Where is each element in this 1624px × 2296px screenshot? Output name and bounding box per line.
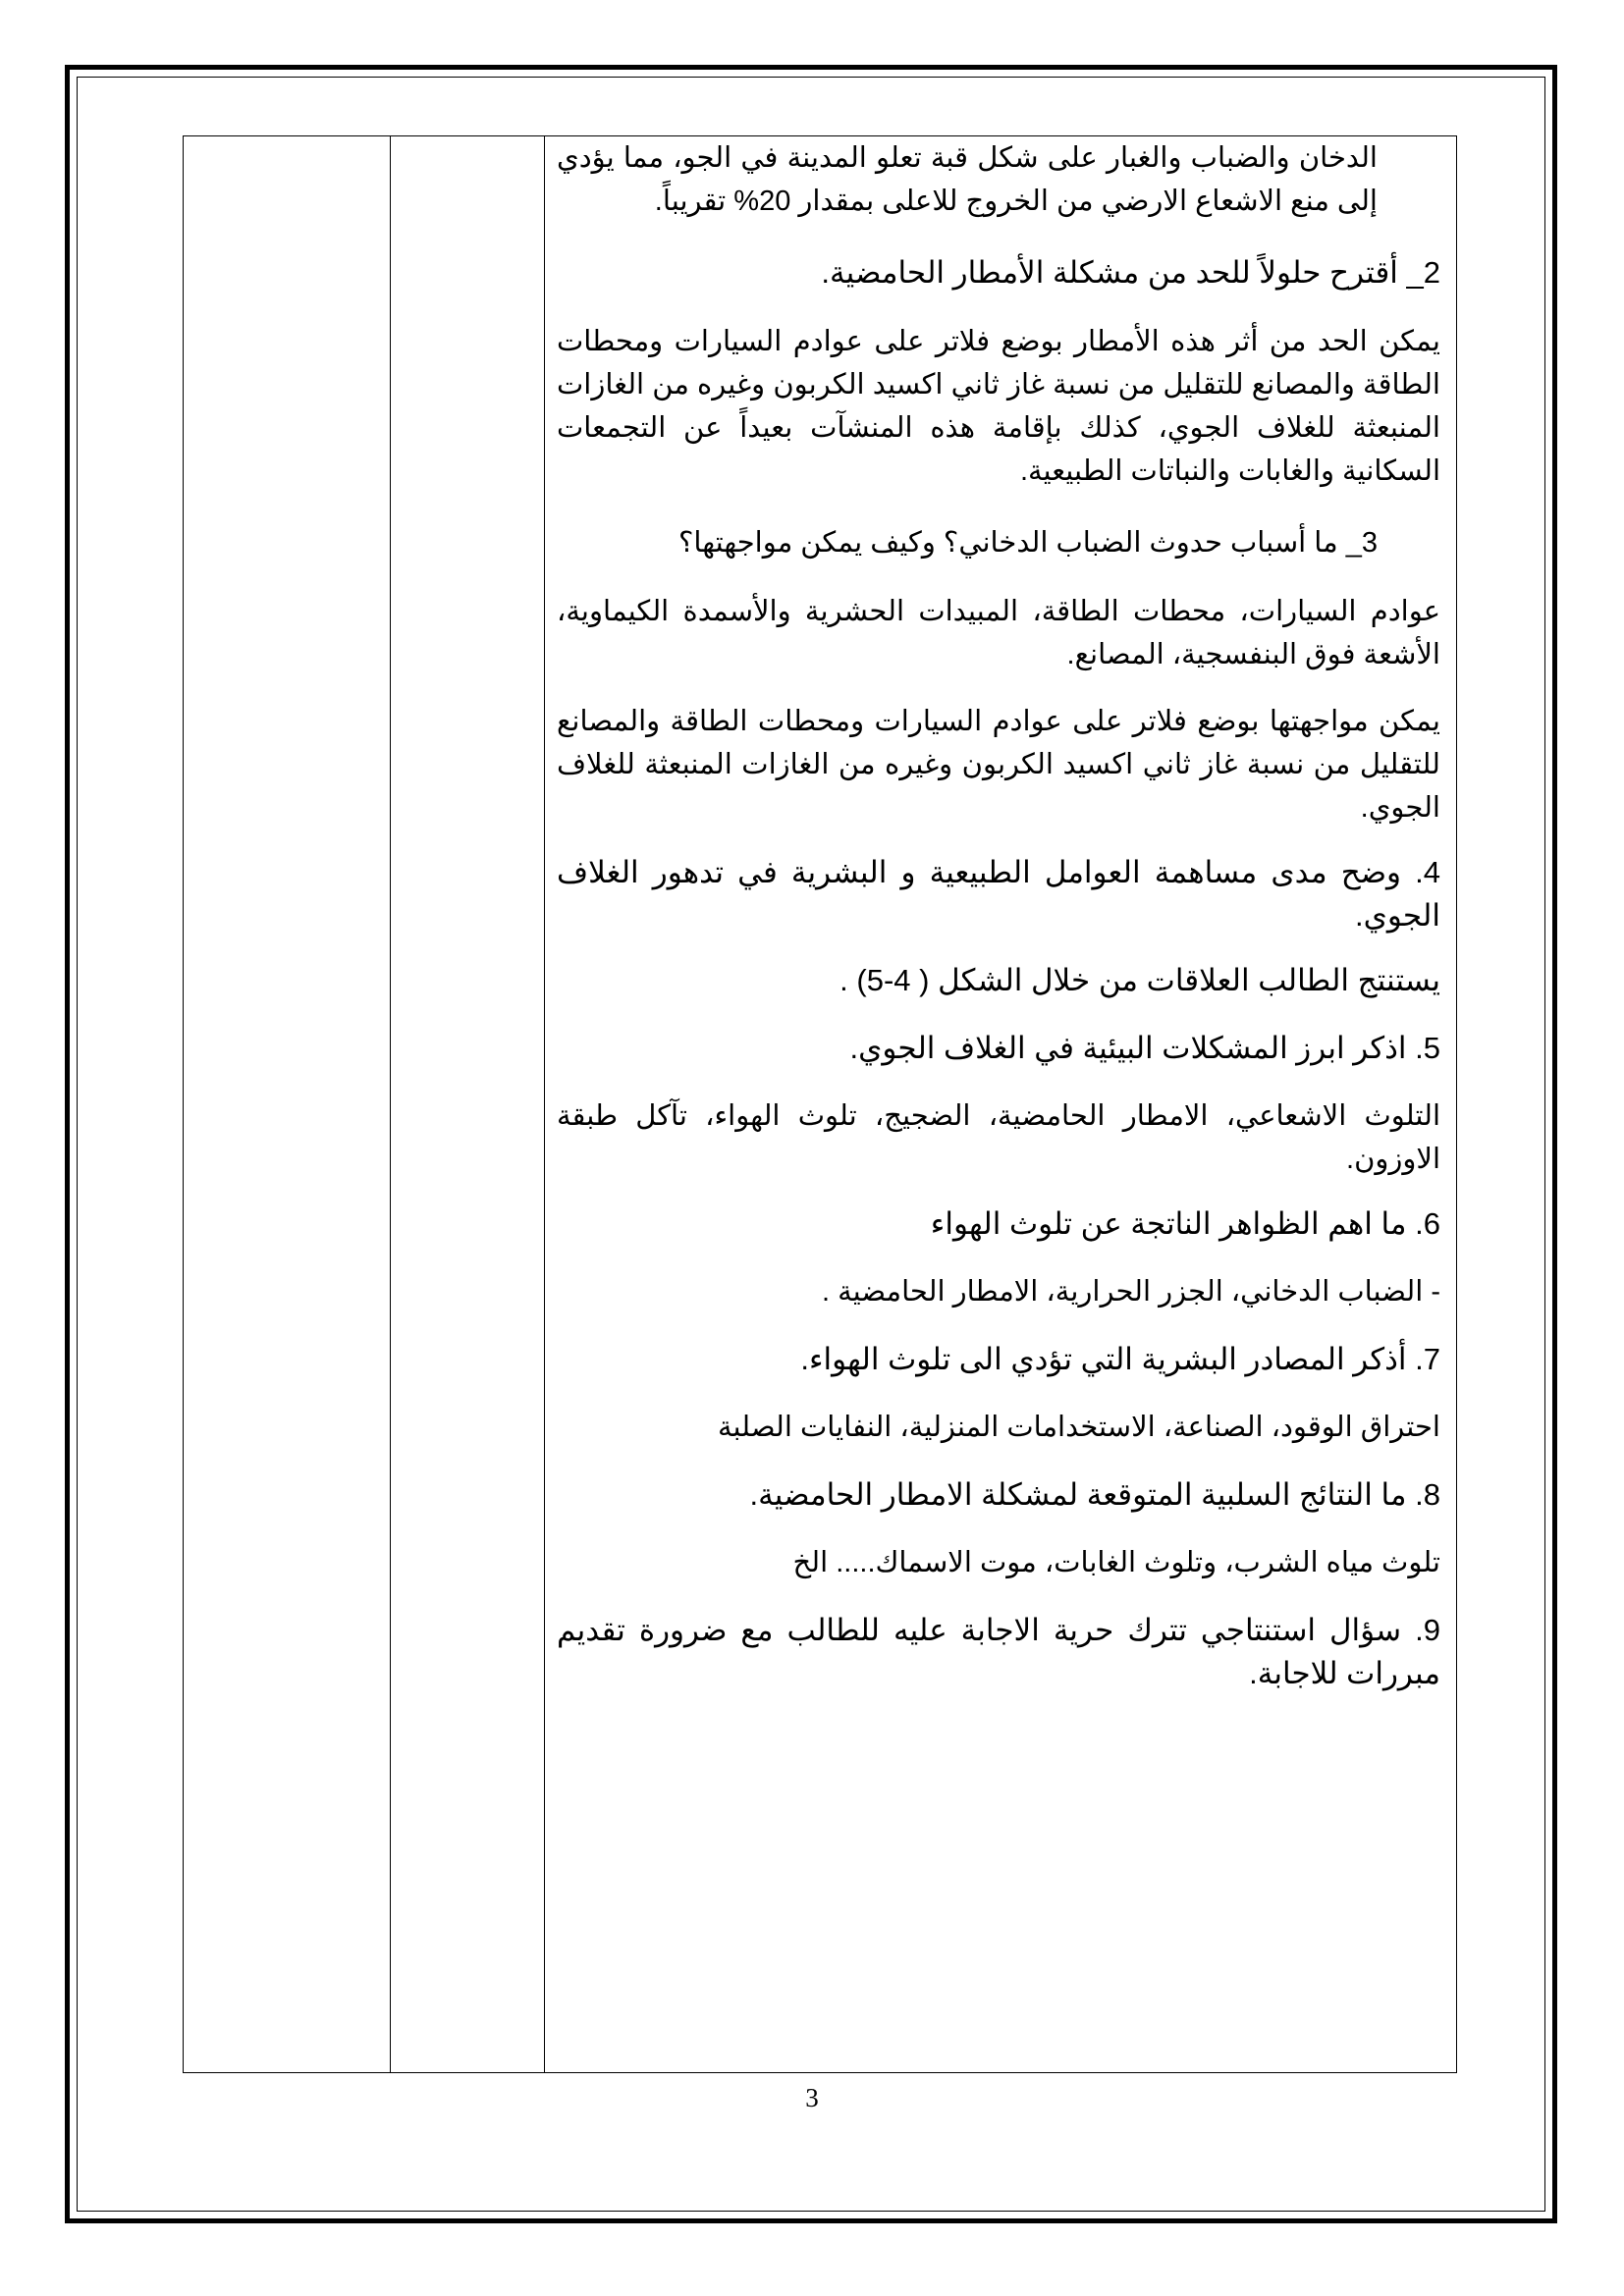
answer-3-causes: عوادم السيارات، محطات الطاقة، المبيدات الحشرية والأسمدة الكيماوية، الأشعة فوق البنفسجية، المصانع. — [557, 596, 1440, 670]
middle-empty-column — [391, 136, 545, 2073]
left-empty-column — [184, 136, 391, 2073]
question-2: 2_ أقترح حلولاً للحد من مشكلة الأمطار الحامضية. — [821, 255, 1440, 290]
answer-8: تلوث مياه الشرب، وتلوث الغابات، موت الاسماك..... الخ — [792, 1547, 1440, 1578]
answer-3-solutions: يمكن مواجهتها بوضع فلاتر على عوادم السيارات ومحطات الطاقة والمصانع للتقليل من نسبة غاز ثاني اكسيد الكربون وغيره من الغازات المنبعثة للغلاف الجوي. — [557, 706, 1440, 824]
question-8: 8. ما النتائج السلبية المتوقعة لمشكلة الامطار الحامضية. — [749, 1477, 1440, 1512]
page-number: 3 — [805, 2083, 819, 2112]
answer-5: التلوث الاشعاعي، الامطار الحامضية، الضجيج، تلوث الهواء، تآكل طبقة الاوزون. — [557, 1100, 1440, 1175]
text-column — [545, 136, 1457, 2073]
content-table — [183, 135, 1457, 2073]
question-3: 3_ ما أسباب حدوث الضباب الدخاني؟ وكيف يمكن مواجهتها؟ — [678, 527, 1378, 559]
question-5: 5. اذكر ابرز المشكلات البيئية في الغلاف الجوي. — [849, 1031, 1440, 1065]
answer-4: يستنتج الطالب العلاقات من خلال الشكل ( 4-5) . — [839, 963, 1440, 997]
answer-6: - الضباب الدخاني، الجزر الحرارية، الامطار الحامضية . — [822, 1276, 1440, 1308]
question-4: 4. وضح مدى مساهمة العوامل الطبيعية و البشرية في تدهور الغلاف الجوي. — [557, 855, 1440, 933]
answer-7: احتراق الوقود، الصناعة، الاستخدامات المنزلية، النفايات الصلبة — [718, 1412, 1440, 1443]
question-6: 6. ما اهم الظواهر الناتجة عن تلوث الهواء — [930, 1206, 1440, 1241]
question-9: 9. سؤال استنتاجي تترك حرية الاجابة عليه للطالب مع ضرورة تقديم مبررات للاجابة. — [557, 1613, 1440, 1690]
answer-2: يمكن الحد من أثر هذه الأمطار بوضع فلاتر على عوادم السيارات ومحطات الطاقة والمصانع للتقليل من نسبة غاز ثاني اكسيد الكربون وغيره من الغازات المنبعثة للغلاف الجوي، كذلك بإقامة هذه المنشآت بعيداً عن التجمعات السكانية والغابات والنباتات الطبيعية. — [557, 326, 1440, 487]
table-row — [184, 136, 1457, 2073]
answers-content — [545, 136, 1456, 1695]
paragraph-intro: الدخان والضباب والغبار على شكل قبة تعلو المدينة في الجو، مما يؤدي إلى منع الاشعاع الارضي من الخروج للاعلى بمقدار 20% تقريباً. — [557, 142, 1378, 217]
question-7: 7. أذكر المصادر البشرية التي تؤدي الى تلوث الهواء. — [800, 1342, 1440, 1376]
